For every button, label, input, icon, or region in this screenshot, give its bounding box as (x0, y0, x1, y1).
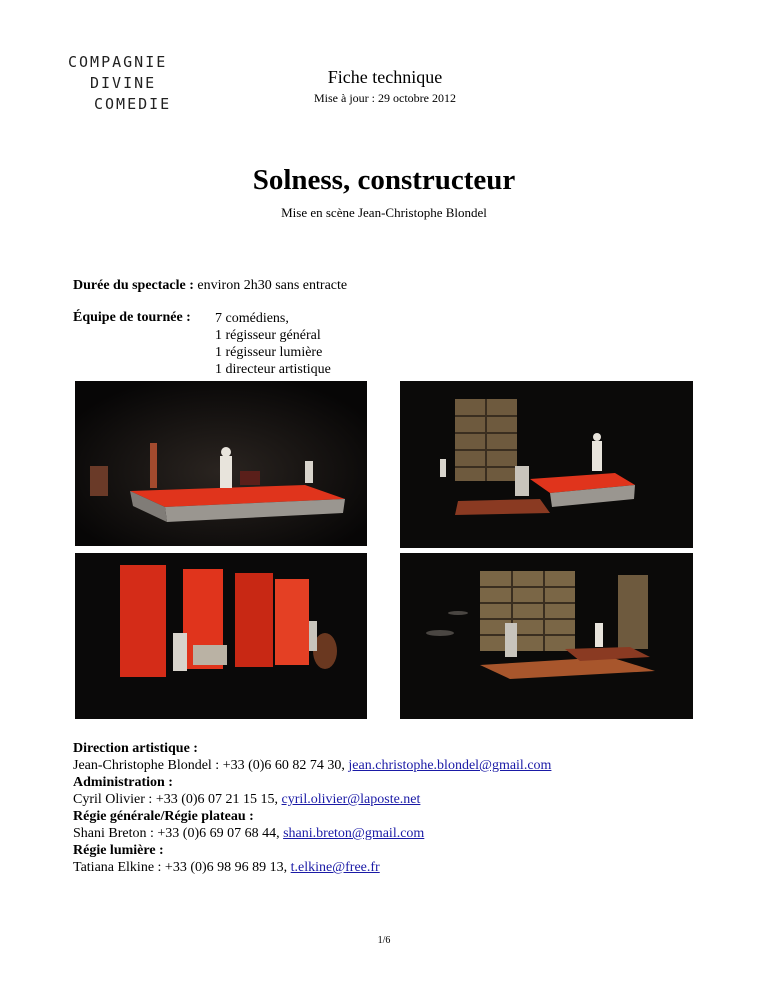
contacts-block (73, 740, 551, 876)
contact-text: Tatiana Elkine : +33 (0)6 98 96 89 13, (73, 860, 291, 875)
contact-line (73, 791, 551, 808)
contact-email-link[interactable]: jean.christophe.blondel@gmail.com (348, 758, 552, 773)
contact-role: Administration : (73, 775, 173, 790)
team-list (215, 310, 331, 378)
contact-text: Shani Breton : +33 (0)6 69 07 68 44, (73, 826, 284, 841)
document-title: Fiche technique (327, 67, 443, 87)
update-date: Mise à jour : 29 octobre 2012 (314, 91, 456, 105)
team-label: Équipe de tournée : (73, 310, 191, 325)
show-title: Solness, constructeur (252, 164, 516, 196)
stage-photo-1 (75, 381, 367, 546)
contact-email-link[interactable]: shani.breton@gmail.com (283, 826, 425, 841)
contact-role: Direction artistique : (73, 741, 198, 756)
logo-line-2: DIVINE (90, 74, 157, 92)
duration-line (73, 278, 347, 294)
contact-line (73, 757, 551, 774)
duration-value: environ 2h30 sans entracte (197, 278, 348, 293)
logo-line-3: COMEDIE (94, 95, 172, 113)
team-block (73, 310, 331, 377)
team-member: 7 comédiens, (215, 311, 289, 326)
stage-photo-3 (75, 553, 367, 719)
company-logo (68, 52, 188, 115)
duration-label: Durée du spectacle : (73, 278, 194, 293)
stage-photo-4 (400, 553, 693, 719)
contact-text: Jean-Christophe Blondel : +33 (0)6 60 82 74 30, (73, 758, 349, 773)
stage-photo-2 (400, 381, 693, 548)
team-member: 1 régisseur lumière (215, 345, 323, 360)
contact-email-link[interactable]: t.elkine@free.fr (290, 860, 380, 875)
contact-role: Régie lumière : (73, 843, 164, 858)
contact-line (73, 825, 551, 842)
contact-email-link[interactable]: cyril.olivier@laposte.net (281, 792, 421, 807)
team-member: 1 régisseur général (215, 328, 321, 343)
logo-line-1: COMPAGNIE (68, 53, 168, 71)
contact-text: Cyril Olivier : +33 (0)6 07 21 15 15, (73, 792, 282, 807)
page-number: 1/6 (377, 935, 391, 946)
show-director: Mise en scène Jean-Christophe Blondel (281, 205, 487, 220)
team-member: 1 directeur artistique (215, 362, 331, 377)
contact-line (73, 859, 551, 876)
contact-role: Régie générale/Régie plateau : (73, 809, 254, 824)
